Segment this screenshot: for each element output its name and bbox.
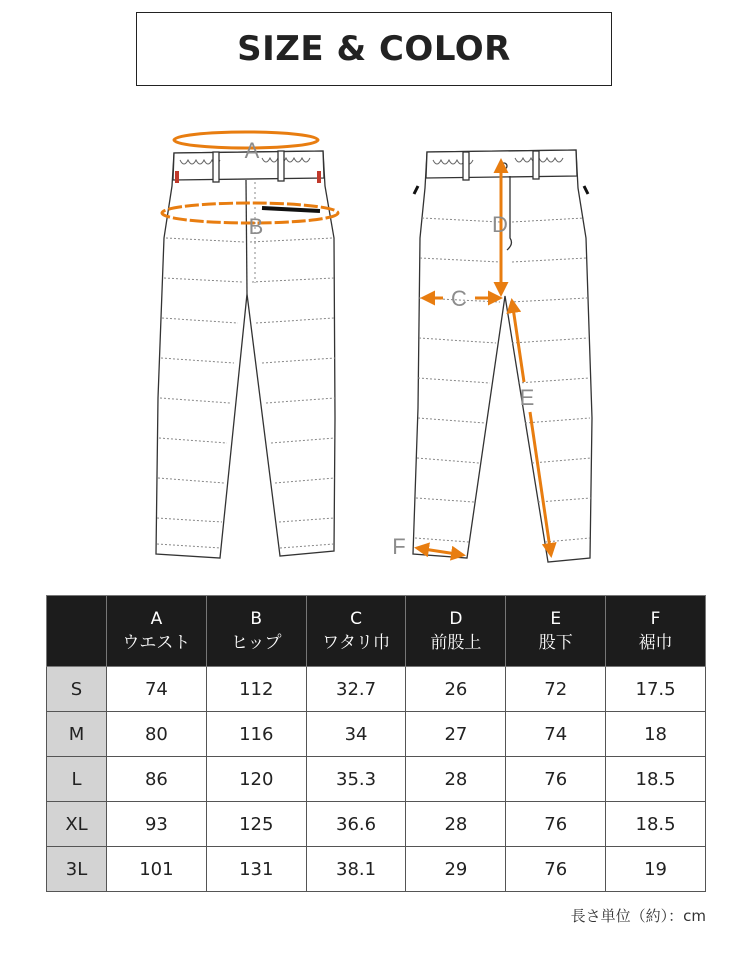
header-letter: B xyxy=(250,609,263,629)
header-name: ヒップ xyxy=(230,633,282,653)
table-cell: 76 xyxy=(506,802,606,847)
header-letter: C xyxy=(350,609,362,629)
table-cell: 125 xyxy=(206,802,306,847)
table-cell: 76 xyxy=(506,847,606,892)
table-cell: 29 xyxy=(406,847,506,892)
measurement-diagram xyxy=(0,118,750,578)
header-name: 股下 xyxy=(538,633,573,653)
size-table xyxy=(46,595,706,892)
header-letter: A xyxy=(150,609,163,629)
header-name: ウエスト xyxy=(122,633,191,653)
label-b: B xyxy=(248,214,264,239)
size-label: M xyxy=(47,712,107,757)
header-letter: F xyxy=(650,609,661,629)
table-cell: 101 xyxy=(107,847,207,892)
table-header-row xyxy=(47,596,706,667)
size-label: S xyxy=(47,667,107,712)
table-cell: 18.5 xyxy=(606,757,706,802)
table-cell: 34 xyxy=(306,712,406,757)
header-a xyxy=(107,596,207,667)
table-cell: 116 xyxy=(206,712,306,757)
size-label: XL xyxy=(47,802,107,847)
header-letter: E xyxy=(550,609,562,629)
table-cell: 76 xyxy=(506,757,606,802)
header-b xyxy=(206,596,306,667)
table-cell: 19 xyxy=(606,847,706,892)
table-cell: 38.1 xyxy=(306,847,406,892)
table-cell: 32.7 xyxy=(306,667,406,712)
table-cell: 80 xyxy=(107,712,207,757)
table-cell: 120 xyxy=(206,757,306,802)
table-cell: 28 xyxy=(406,757,506,802)
table-row xyxy=(47,667,706,712)
table-row xyxy=(47,757,706,802)
unit-note: 長さ単位（約）：cm xyxy=(570,907,706,925)
table-cell: 27 xyxy=(406,712,506,757)
page-title: SIZE & COLOR xyxy=(136,12,612,86)
table-cell: 18 xyxy=(606,712,706,757)
header-name: ワタリ巾 xyxy=(322,633,390,653)
table-row xyxy=(47,712,706,757)
table-cell: 74 xyxy=(107,667,207,712)
table-cell: 36.6 xyxy=(306,802,406,847)
table-cell: 35.3 xyxy=(306,757,406,802)
label-e: E xyxy=(519,385,535,410)
table-cell: 86 xyxy=(107,757,207,802)
table-cell: 112 xyxy=(206,667,306,712)
label-d: D xyxy=(492,212,508,237)
label-a: A xyxy=(244,138,260,163)
table-row xyxy=(47,847,706,892)
header-letter: D xyxy=(449,609,463,629)
header-corner xyxy=(47,596,107,667)
header-name: 裾巾 xyxy=(638,633,673,653)
table-cell: 93 xyxy=(107,802,207,847)
table-row xyxy=(47,802,706,847)
table-cell: 17.5 xyxy=(606,667,706,712)
table-cell: 18.5 xyxy=(606,802,706,847)
label-f: F xyxy=(392,534,406,559)
header-name: 前股上 xyxy=(430,633,482,653)
size-label: 3L xyxy=(47,847,107,892)
label-c: C xyxy=(451,286,467,311)
header-d xyxy=(406,596,506,667)
table-cell: 72 xyxy=(506,667,606,712)
size-label: L xyxy=(47,757,107,802)
pants-front-illustration xyxy=(156,151,335,558)
table-cell: 74 xyxy=(506,712,606,757)
table-cell: 28 xyxy=(406,802,506,847)
header-f xyxy=(606,596,706,667)
header-c xyxy=(306,596,406,667)
table-cell: 26 xyxy=(406,667,506,712)
table-cell: 131 xyxy=(206,847,306,892)
header-e xyxy=(506,596,606,667)
